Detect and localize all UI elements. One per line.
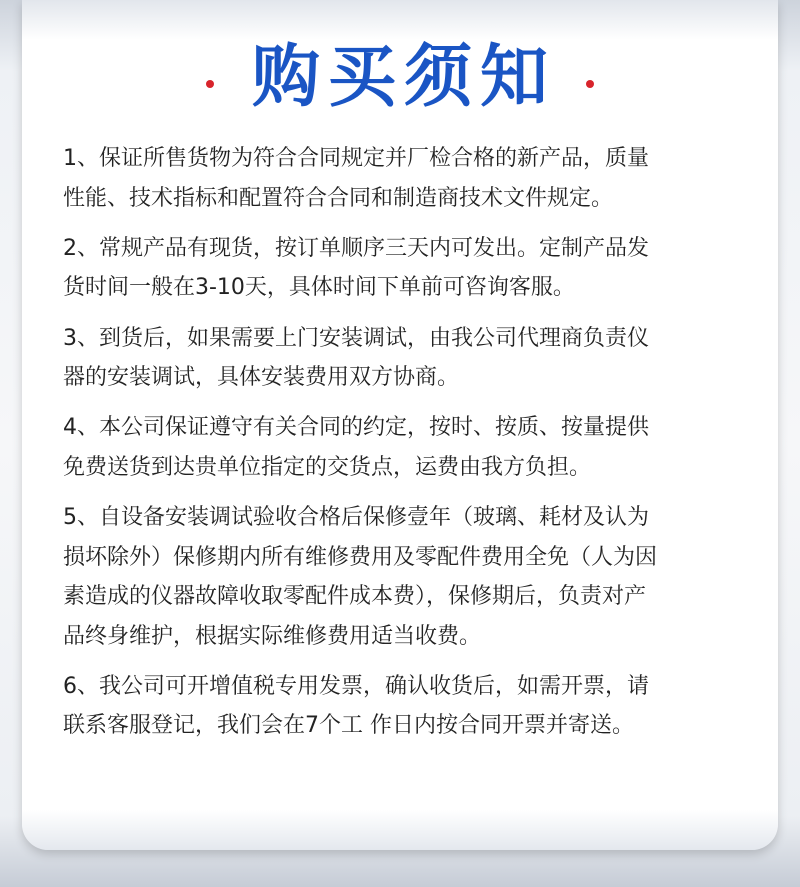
notice-item-2: 2、常规产品有现货，按订单顺序三天内可发出。定制产品发 货时间一般在3-10天，具体时间下单前可咨询客服。: [63, 235, 649, 301]
page-title: 购买须知: [251, 38, 556, 117]
title-row: [0, 38, 800, 118]
notice-item-3: 3、到货后，如果需要上门安装调试，由我公司代理商负责仪 器的安装调试，具体安装费用双方协商。: [63, 325, 649, 391]
notice-item-1: 1、保证所售货物为符合合同规定并厂检合格的新产品，质量 性能、技术指标和配置符合合同和制造商技术文件规定。: [63, 146, 649, 211]
notice-list: [63, 139, 743, 757]
right-dot-icon: [586, 80, 594, 88]
notice-item-4: 4、本公司保证遵守有关合同的约定，按时、按质、按量提供 免费送货到达贵单位指定的交货点，运费由我方负担。: [63, 415, 649, 480]
notice-item-6: 6、我公司可开增值税专用发票，确认收货后，如需开票，请 联系客服登记，我们会在7个工 作日内按合同开票并寄送。: [63, 673, 649, 739]
left-dot-icon: [206, 80, 214, 88]
notice-item-5: 5、自设备安装调试验收合格后保修壹年（玻璃、耗材及认为 损坏除外）保修期内所有维修费用及零配件费用全免（人为因 素造成的仪器故障收取零配件成本费），保修期后，负责对产 品终身维护，根据实际维修费用适当收费。: [63, 505, 658, 649]
